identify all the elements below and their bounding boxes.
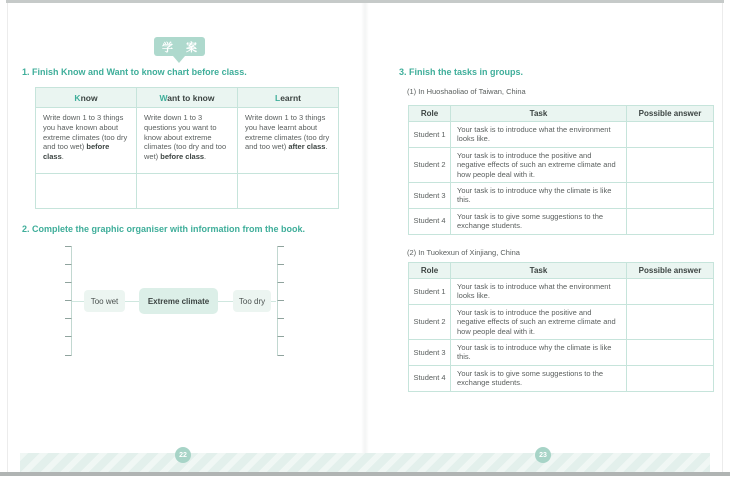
section-1-title: 1. Finish Know and Want to know chart before class.: [22, 67, 247, 77]
left-page-edge: [7, 3, 8, 472]
role-cell: Student 2: [409, 304, 451, 339]
answer-cell: [627, 208, 714, 234]
right-bracket-icon: [276, 246, 286, 356]
task-table-1: [408, 105, 714, 235]
kwl-header-learnt: [238, 88, 339, 108]
kwl-header-row: [36, 88, 339, 108]
kwl-header-want: [137, 88, 238, 108]
answer-cell: [627, 147, 714, 182]
answer-cell: [627, 365, 714, 391]
task-table-1-header-task: Task: [451, 106, 627, 122]
table-row: [409, 147, 714, 182]
kwl-header-know-initial: K: [74, 92, 81, 103]
kwl-answer-cell-want: [137, 174, 238, 209]
kwl-cell-learnt-bold: after class: [288, 142, 326, 152]
kwl-cell-want: [137, 108, 238, 174]
task-table-1-header-role: Role: [409, 106, 451, 122]
task-table-2-caption: (2) In Tuokexun of Xinjiang, China: [407, 248, 520, 257]
answer-cell: [627, 279, 714, 305]
table-row: [409, 365, 714, 391]
role-cell: Student 1: [409, 279, 451, 305]
organizer-box-extreme-climate: Extreme climate: [139, 288, 218, 314]
connector-line: [125, 301, 139, 302]
lesson-plan-badge: 学 案: [154, 37, 205, 56]
task-cell: Your task is to introduce what the environment looks like.: [451, 279, 627, 305]
task-cell: Your task is to give some suggestions to the exchange students.: [451, 208, 627, 234]
right-page-edge: [722, 3, 723, 472]
kwl-cell-know-suffix: .: [61, 152, 64, 161]
role-cell: Student 1: [409, 122, 451, 148]
kwl-cell-know: [36, 108, 137, 174]
answer-cell: [627, 122, 714, 148]
kwl-cell-want-bold: before class: [160, 152, 205, 161]
connector-line: [271, 301, 276, 302]
task-table-2-header-task: Task: [451, 263, 627, 279]
answer-cell: [627, 304, 714, 339]
table-row: [409, 304, 714, 339]
kwl-cell-learnt-suffix: .: [325, 142, 328, 152]
task-table-2-header-role: Role: [409, 263, 451, 279]
task-cell: Your task is to introduce why the climate is like this.: [451, 339, 627, 365]
kwl-header-know: [36, 88, 137, 108]
role-cell: Student 3: [409, 182, 451, 208]
section-2-title: 2. Complete the graphic organiser with information from the book.: [22, 224, 306, 234]
kwl-cell-learnt-text: Write down 1 to 3 things you have learnt about extreme climates (too dry and too wet): [245, 113, 330, 152]
page-number-right: 23: [535, 447, 551, 463]
kwl-cell-know-text: Write down 1 to 3 things you have known about extreme climates (too dry and too wet): [43, 113, 128, 152]
section-3-title: 3. Finish the tasks in groups.: [399, 67, 524, 77]
task-cell: Your task is to introduce why the climate is like this.: [451, 182, 627, 208]
kwl-header-want-initial: W: [159, 92, 168, 103]
kwl-cell-want-text: Write down 1 to 3 questions you want to know about extreme climates (too dry and too wet): [144, 113, 227, 161]
task-table-1-caption: (1) In Huoshaoliao of Taiwan, China: [407, 87, 526, 96]
footer-strip: [20, 453, 710, 472]
organizer-box-too-dry: Too dry: [233, 290, 271, 312]
task-cell: Your task is to introduce the positive and negative effects of such an extreme climate and how people deal with it.: [451, 147, 627, 182]
page-seam: [361, 3, 369, 472]
role-cell: Student 3: [409, 339, 451, 365]
page-number-left: 22: [175, 447, 191, 463]
kwl-cell-want-suffix: .: [204, 152, 207, 161]
task-table-2: [408, 262, 714, 392]
kwl-header-learnt-initial: L: [275, 92, 281, 103]
table-row: [409, 182, 714, 208]
organizer-box-too-wet: Too wet: [84, 290, 125, 312]
table-row: [409, 279, 714, 305]
kwl-cell-know-bold: before class: [43, 142, 110, 161]
table-row: [409, 122, 714, 148]
task-table-1-header-row: [409, 106, 714, 122]
kwl-answer-cell-know: [36, 174, 137, 209]
table-row: [409, 339, 714, 365]
role-cell: Student 4: [409, 365, 451, 391]
kwl-answer-cell-learnt: [238, 174, 339, 209]
task-cell: Your task is to give some suggestions to the exchange students.: [451, 365, 627, 391]
kwl-instructions-row: [36, 108, 339, 174]
answer-cell: [627, 182, 714, 208]
task-cell: Your task is to introduce what the environment looks like.: [451, 122, 627, 148]
role-cell: Student 2: [409, 147, 451, 182]
kwl-header-want-rest: ant to know: [167, 92, 215, 103]
task-cell: Your task is to introduce the positive and negative effects of such an extreme climate and how people deal with it.: [451, 304, 627, 339]
answer-cell: [627, 339, 714, 365]
connector-line: [218, 301, 233, 302]
badge-pointer-icon: [173, 56, 185, 63]
bottom-edge-bar: [0, 472, 730, 476]
task-table-1-header-answer: Possible answer: [627, 106, 714, 122]
task-table-2-header-answer: Possible answer: [627, 263, 714, 279]
connector-line: [72, 301, 84, 302]
role-cell: Student 4: [409, 208, 451, 234]
kwl-table: [35, 87, 339, 209]
kwl-header-learnt-rest: earnt: [280, 92, 301, 103]
task-table-2-header-row: [409, 263, 714, 279]
kwl-answer-row: [36, 174, 339, 209]
kwl-cell-learnt: [238, 108, 339, 174]
table-row: [409, 208, 714, 234]
kwl-header-know-rest: now: [80, 92, 98, 103]
